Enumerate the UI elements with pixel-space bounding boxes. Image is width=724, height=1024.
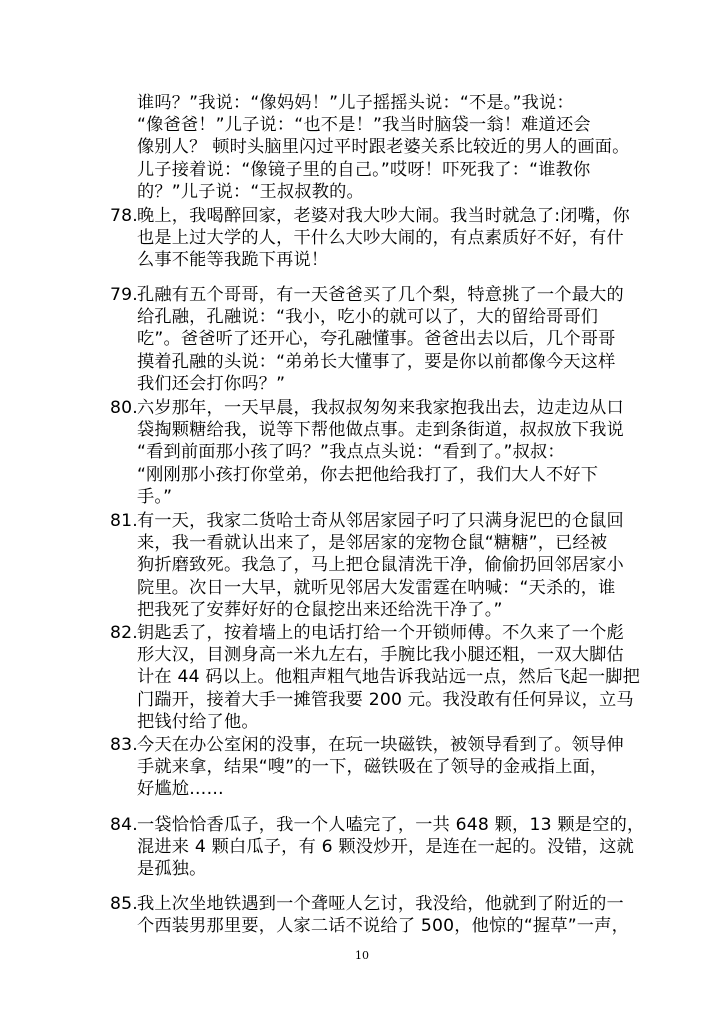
text-line: 门踹开，接着大手一摊管我要 200 元。我没敢有任何异议，立马 xyxy=(137,689,634,710)
text-line: “看到前面那小孩了吗？”我点点头说：“看到了。”叔叔： xyxy=(137,442,565,463)
joke-item-83 xyxy=(110,734,630,801)
text-line: 是孤独。 xyxy=(137,859,207,880)
text-line: 么事不能等我跪下再说！ xyxy=(137,250,329,271)
text-line: 一袋恰恰香瓜子，我一个人嗑完了，一共 648 颗，13 颗是空的， xyxy=(137,815,645,835)
text-line: 计在 44 码以上。他粗声粗气地告诉我站远一点，然后飞起一脚把 xyxy=(137,667,641,688)
text-line: 吃”。爸爸听了还开心，夸孔融懂事。爸爸出去以后，几个哥哥 xyxy=(137,329,616,350)
text-line: “刚刚那小孩打你堂弟，你去把他给我打了，我们大人不好下 xyxy=(137,464,599,485)
joke-item-80 xyxy=(110,397,630,508)
text-line: “像爸爸！”儿子说：“也不是！”我当时脑袋一翁！难道还会 xyxy=(137,115,591,136)
item-number: 84. xyxy=(110,815,138,835)
text-line: 来，我一看就认出来了，是邻居家的宠物仓鼠“糖糖”，已经被 xyxy=(137,533,608,554)
text-line: 手就来拿，结果“嗖”的一下，磁铁吸在了领导的金戒指上面， xyxy=(137,757,608,778)
text-line: 把钱付给了他。 xyxy=(137,711,259,732)
joke-item-78 xyxy=(110,205,630,272)
joke-item-84 xyxy=(110,814,645,881)
text-line: 今天在办公室闲的没事，在玩一块磁铁，被领导看到了。领导伸 xyxy=(137,735,624,755)
item-number: 81. xyxy=(110,511,138,531)
text-line: 钥匙丢了，按着墙上的电话打给一个开锁师傅。不久来了一个彪 xyxy=(137,623,624,643)
text-line: 像别人？ 顿时头脑里闪过平时跟老婆关系比较近的男人的画面。 xyxy=(137,137,630,158)
text-line: 我上次坐地铁遇到一个聋哑人乞讨，我没给，他就到了附近的一 xyxy=(137,894,624,914)
page-number: 10 xyxy=(355,949,369,962)
joke-item-85 xyxy=(110,893,630,937)
text-line: 狗折磨致死。我急了，马上把仓鼠清洗干净，偷偷扔回邻居家小 xyxy=(137,555,624,576)
continuation-paragraph xyxy=(110,92,630,203)
text-line: 个西装男那里要，人家二话不说给了 500，他惊的“握草”一声， xyxy=(137,916,629,937)
item-number: 82. xyxy=(110,623,138,643)
text-line: 六岁那年，一天早晨，我叔叔匆匆来我家抱我出去，边走边从口 xyxy=(137,398,624,418)
text-line: 好尴尬…… xyxy=(137,779,224,800)
joke-item-81 xyxy=(110,510,630,621)
text-line: 有一天，我家二货哈士奇从邻居家园子叼了只满身泥巴的仓鼠回 xyxy=(137,511,624,531)
item-number: 83. xyxy=(110,735,138,755)
text-line: 孔融有五个哥哥，有一天爸爸买了几个梨，特意挑了一个最大的 xyxy=(137,285,624,305)
text-line: 摸着孔融的头说：“弟弟长大懂事了，要是你以前都像今天这样 xyxy=(137,351,616,372)
text-line: 儿子接着说：“像镜子里的自己。”哎呀！吓死我了：“谁教你 xyxy=(137,159,591,180)
text-line: 谁吗？”我说：“像妈妈！”儿子摇摇头说：“不是。”我说： xyxy=(137,93,574,113)
text-line: 也是上过大学的人，干什么大吵大闹的，有点素质好不好，有什 xyxy=(137,228,624,249)
item-number: 85. xyxy=(110,894,138,914)
text-line: 混进来 4 颗白瓜子，有 6 颗没炒开，是连在一起的。没错，这就 xyxy=(137,837,635,858)
text-line: 袋掏颗糖给我，说等下帮他做点事。走到条街道，叔叔放下我说 xyxy=(137,420,624,441)
joke-item-79 xyxy=(110,284,630,395)
text-line: 形大汉，目测身高一米九左右，手腕比我小腿还粗，一双大脚估 xyxy=(137,645,624,666)
item-number: 78. xyxy=(110,206,138,226)
item-number: 80. xyxy=(110,398,138,418)
text-line: 手。” xyxy=(137,486,173,507)
text-line: 我们还会打你吗？” xyxy=(137,373,286,394)
text-line: 的？”儿子说：“王叔叔教的。 xyxy=(137,181,364,202)
text-line: 院里。次日一大早，就听见邻居大发雷霆在呐喊：“天杀的，谁 xyxy=(137,577,616,598)
text-line: 晚上，我喝醉回家，老婆对我大吵大闹。我当时就急了:闭嘴，你 xyxy=(137,206,630,226)
text-line: 给孔融，孔融说：“我小，吃小的就可以了，大的留给哥哥们 xyxy=(137,307,599,328)
joke-item-82 xyxy=(110,622,641,733)
item-number: 79. xyxy=(110,285,138,305)
text-line: 把我死了安葬好好的仓鼠挖出来还给洗干净了。” xyxy=(137,599,503,620)
